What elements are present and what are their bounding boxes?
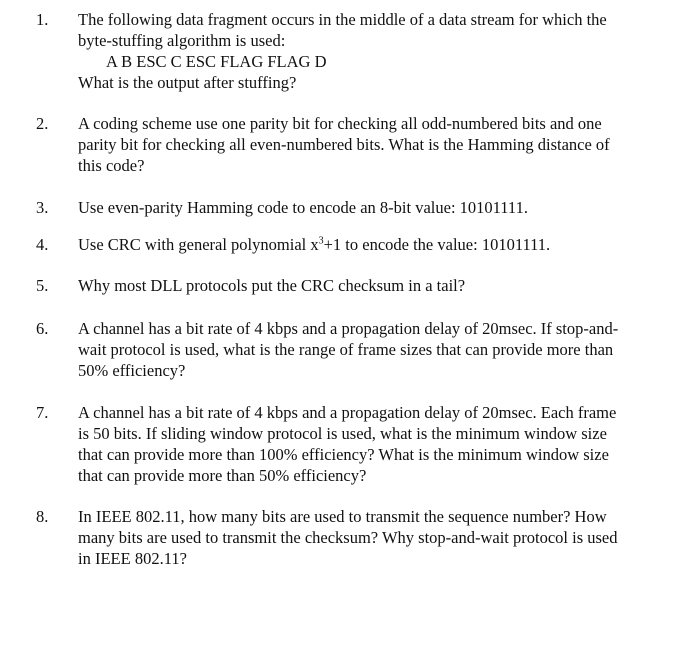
question-text-line: that can provide more than 50% efficiency?	[78, 466, 367, 485]
question-1	[36, 9, 676, 93]
question-text-line: that can provide more than 100% efficiency? What is the minimum window size	[78, 445, 609, 464]
question-text-line	[78, 234, 676, 255]
question-3	[36, 197, 676, 218]
question-number: 1.	[36, 10, 49, 29]
question-text-line: Use even-parity Hamming code to encode an 8-bit value: 10101111.	[78, 198, 528, 217]
question-text-line: parity bit for checking all even-numbered bits. What is the Hamming distance of	[78, 135, 610, 154]
question-text-line: byte-stuffing algorithm is used:	[78, 31, 286, 50]
question-text-line: What is the output after stuffing?	[78, 73, 297, 92]
question-text-line: Why most DLL protocols put the CRC checksum in a tail?	[78, 276, 466, 295]
question-text-line: A coding scheme use one parity bit for checking all odd-numbered bits and one	[78, 114, 602, 133]
question-text-line: in IEEE 802.11?	[78, 549, 187, 568]
question-text-line: is 50 bits. If sliding window protocol is used, what is the minimum window size	[78, 424, 607, 443]
question-text-after: +1 to encode the value: 10101111.	[323, 235, 551, 254]
question-4	[36, 234, 676, 255]
question-2	[36, 113, 676, 176]
exponent: 3	[318, 235, 324, 247]
question-number: 3.	[36, 198, 49, 217]
question-number: 2.	[36, 114, 49, 133]
question-number: 6.	[36, 319, 49, 338]
question-text-line: The following data fragment occurs in the middle of a data stream for which the	[78, 10, 607, 29]
question-5	[36, 275, 676, 296]
question-number: 8.	[36, 507, 49, 526]
question-number: 5.	[36, 276, 49, 295]
question-text-line: A channel has a bit rate of 4 kbps and a propagation delay of 20msec. If stop-and-	[78, 319, 619, 338]
question-text-line: 50% efficiency?	[78, 361, 186, 380]
question-6	[36, 318, 676, 381]
question-text-line: this code?	[78, 156, 145, 175]
question-number: 4.	[36, 235, 49, 254]
question-text-line: A channel has a bit rate of 4 kbps and a propagation delay of 20msec. Each frame	[78, 403, 617, 422]
question-7	[36, 402, 676, 486]
question-text-line: In IEEE 802.11, how many bits are used to transmit the sequence number? How	[78, 507, 607, 526]
question-text-line: wait protocol is used, what is the range of frame sizes that can provide more than	[78, 340, 614, 359]
question-number: 7.	[36, 403, 49, 422]
data-fragment: A B ESC C ESC FLAG FLAG D	[106, 52, 327, 71]
question-text-before: Use CRC with general polynomial x	[78, 235, 319, 254]
question-8	[36, 506, 676, 569]
question-text-line: many bits are used to transmit the checksum? Why stop-and-wait protocol is used	[78, 528, 618, 547]
